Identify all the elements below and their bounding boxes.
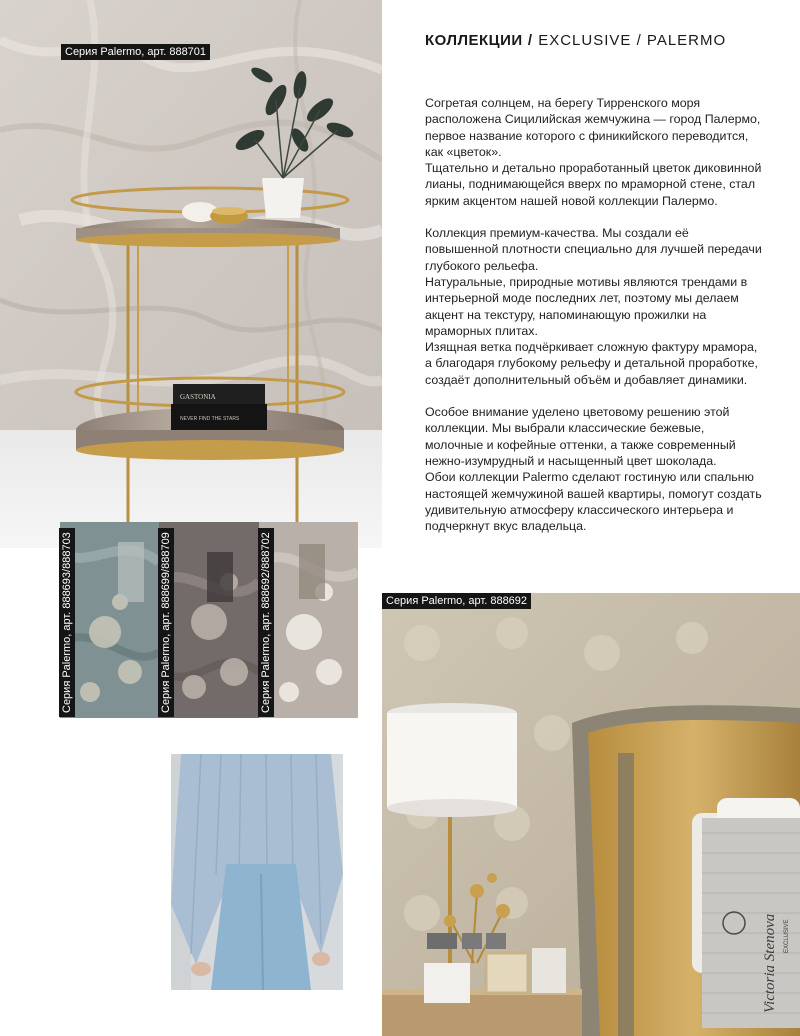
paragraph-line: Коллекция премиум-качества. Мы создали её (425, 226, 689, 241)
paragraph-line: мраморных плитах. (425, 323, 538, 338)
header-separator-1: / (527, 32, 534, 49)
blue-outfit-illustration (171, 754, 343, 990)
caption-swatch-3: Серия Palermo, арт. 888692/888702 (258, 528, 274, 717)
paragraph-line: подчеркнут вкус владельца. (425, 519, 587, 534)
paragraph-line: Особое внимание уделено цветовому решению этой (425, 405, 730, 420)
caption-bedroom-photo: Серия Palermo, арт. 888692 (382, 593, 531, 609)
caption-swatch-1: Серия Palermo, арт. 888693/888703 (59, 528, 75, 717)
header-section: КОЛЛЕКЦИИ (425, 32, 523, 49)
paragraph-2 (425, 225, 765, 388)
paragraph-line: первое название которого с финикийского переводится, (425, 128, 749, 143)
paragraph-line: Согретая солнцем, на берегу Тирренского моря (425, 96, 701, 110)
paragraph-line: удивительную атмосферу классического интерьера и (425, 502, 734, 517)
paragraph-3 (425, 404, 765, 534)
header-separator-2: / (636, 32, 642, 49)
paragraph-line: Изящная ветка подчёркивает сложную фактуру мрамора, (425, 340, 758, 355)
paragraph-line: создаёт дополнительный объём и добавляет динамики. (425, 372, 748, 387)
caption-top-photo: Серия Palermo, арт. 888701 (61, 44, 210, 60)
paragraph-line: Тщательно и детально проработанный цветок диковинной (425, 161, 762, 176)
header-collection: EXCLUSIVE (538, 32, 632, 49)
paragraph-line: как «цветок». (425, 144, 502, 159)
paragraph-line: коллекции. Мы выбрали классические бежевые, (425, 421, 705, 436)
paragraph-line: настоящей жемчужиной вашей квартиры, помогут создать (425, 486, 762, 501)
paragraph-line: а благодаря глубокому рельефу и детальной проработке, (425, 356, 758, 371)
paragraph-line: повышенной плотности специально для лучшей передачи (425, 242, 762, 257)
paragraph-line: акцент на текстуру, напоминающую прожилки на (425, 307, 707, 322)
paragraph-line: ярким акцентом нашей новой коллекции Палермо. (425, 193, 718, 208)
marble-console-illustration (0, 0, 382, 548)
swatch-mocha-illustration (159, 522, 259, 718)
swatch-mocha (159, 522, 259, 718)
bedroom-illustration (382, 593, 800, 1036)
paragraph-1 (425, 95, 765, 209)
article-body (425, 95, 765, 550)
paragraph-line: Обои коллекции Palermo сделают гостиную или спальню (425, 470, 754, 485)
page-header (425, 32, 726, 49)
paragraph-line: нежно-изумрудный и насыщенный цвет шоколада. (425, 453, 717, 468)
caption-swatch-2: Серия Palermo, арт. 888699/888709 (158, 528, 174, 717)
header-series: PALERMO (646, 32, 727, 49)
paragraph-line: расположена Сицилийская жемчужина — город Палермо, (425, 112, 761, 127)
photo-bedroom (382, 593, 800, 1036)
brand-name: Victoria Stenova (762, 913, 778, 1013)
paragraph-line: Натуральные, природные мотивы являются трендами в (425, 274, 748, 289)
paragraph-line: молочные и кофейные оттенки, а также современный (425, 437, 736, 452)
paragraph-line: лианы, поднимающейся вверх по мраморной стене, стал (425, 177, 756, 192)
photo-blue-outfit (171, 754, 343, 990)
paragraph-line: интерьерной моде последних лет, поэтому мы делаем (425, 291, 739, 306)
photo-marble-console (0, 0, 382, 548)
paragraph-line: глубокого рельефа. (425, 258, 539, 273)
book-spine-2: NEVER FIND THE STARS (180, 416, 240, 422)
book-spine-1: GASTONIA (180, 393, 216, 401)
brand-tagline: EXCLUSIVE (784, 919, 790, 953)
